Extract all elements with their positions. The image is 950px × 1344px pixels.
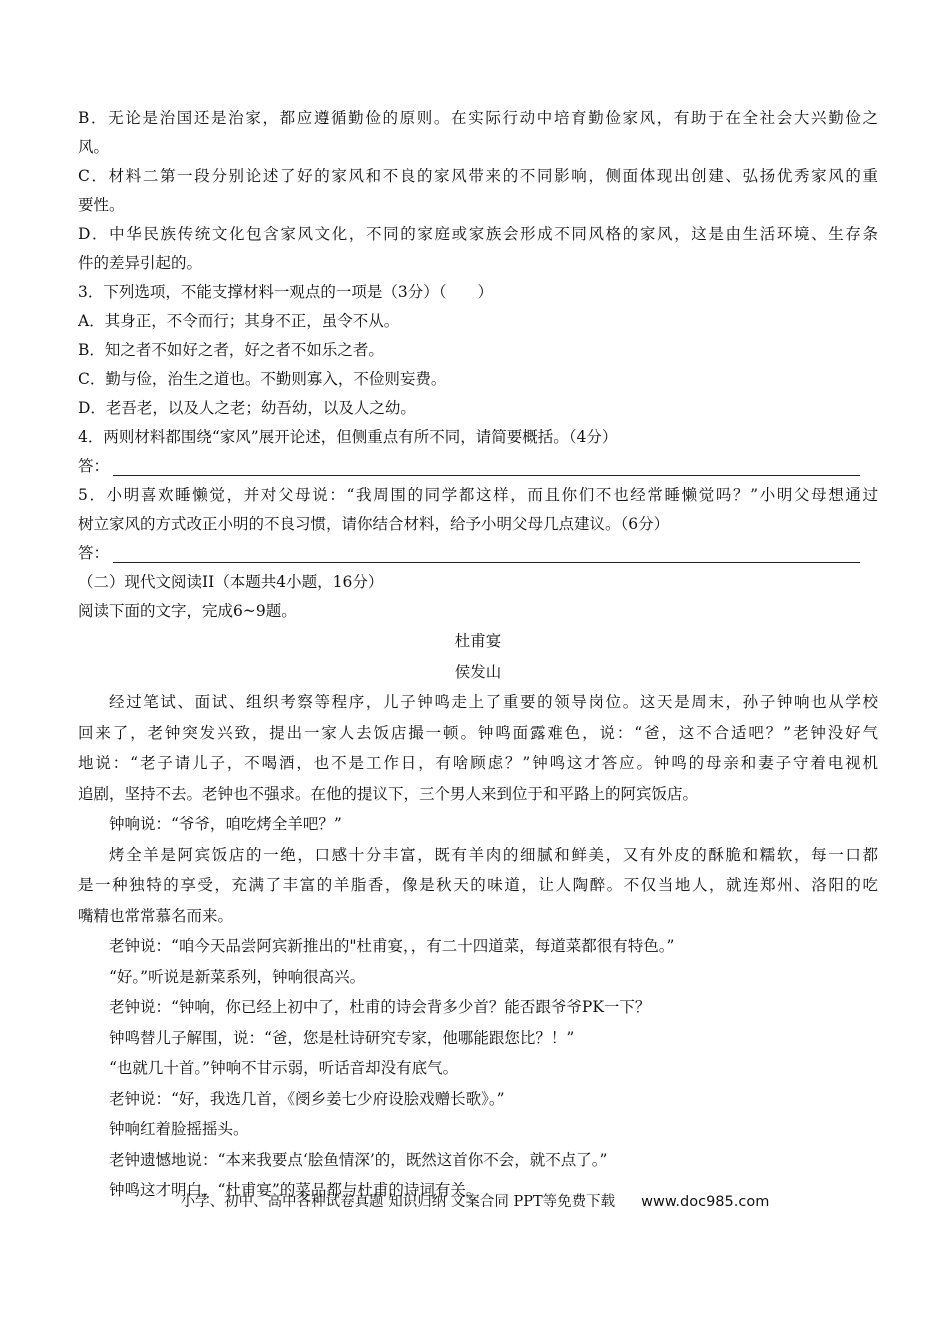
story-paragraph: 老钟说：“好，我选几首，《阌乡姜七少府设脍戏赠长歌》。” <box>109 1089 505 1108</box>
footer-text: 小学、初中、高中各种试卷真题 知识归纳 文案合同 PPT等免费下载 <box>180 1194 616 1210</box>
q2-option-c-line1: C．材料二第一段分别论述了好的家风和不良的家风带来的不同影响，侧面体现出创建、弘扬优秀家风的重 <box>78 167 878 185</box>
exam-page <box>78 104 878 1206</box>
q5-stem-line1: 5．小明喜欢睡懒觉，并对父母说：“我周围的同学都这样，而且你们不也经常睡懒觉吗？”小明父母想通过 <box>78 486 878 504</box>
q3-option-b: B．知之者不如好之者，好之者不如乐之者。 <box>78 341 384 359</box>
story-title: 杜甫宴 <box>454 632 502 650</box>
q2-option-d-line2: 件的差异引起的。 <box>78 254 203 272</box>
story-paragraph: 经过笔试、面试、组织考察等程序，儿子钟鸣走上了重要的领导岗位。这天是周末，孙子钟响也从学校 <box>109 693 878 711</box>
footer-url[interactable]: www.doc985.com <box>641 1194 770 1210</box>
story-paragraph: 烤全羊是阿宾饭店的一绝，口感十分丰富，既有羊肉的细腻和鲜美，又有外皮的酥脆和糯软，每一口都 <box>109 845 878 864</box>
q4-answer-rule[interactable] <box>113 457 860 476</box>
q3-stem: 3．下列选项，不能支撑材料一观点的一项是（3分）（ ） <box>78 283 493 301</box>
story-paragraph: 老钟说：“咱今天品尝阿宾新推出的"杜甫宴，，有二十四道菜，每道菜都很有特色。” <box>109 937 675 955</box>
story-paragraph: 钟鸣这才明白，“杜甫宴”的菜品都与杜甫的诗词有关。 <box>109 1181 482 1199</box>
q5-answer-label: 答： <box>78 544 110 562</box>
story-paragraph: 钟鸣替儿子解围，说：“爸，您是杜诗研究专家，他哪能跟您比？！” <box>109 1028 575 1047</box>
q2-option-c-line2: 要性。 <box>78 196 125 214</box>
story-author: 侯发山 <box>454 662 502 681</box>
story-paragraph: 钟响说：“爷爷，咱吃烤全羊吧？” <box>109 815 342 833</box>
story-paragraph: 地说：“老子请儿子，不喝酒，也不是工作日，有啥顾虑？”钟鸣这才答应。钟鸣的母亲和妻子守着电视机 <box>78 754 878 772</box>
q2-option-b-line2: 风。 <box>78 138 110 156</box>
story-paragraph: 钟响红着脸摇摇头。 <box>109 1120 249 1138</box>
story-paragraph: 是一种独特的享受，充满了丰富的羊脂香，像是秋天的味道，让人陶醉。不仅当地人，就连郑州、洛阳的吃 <box>78 876 878 894</box>
q5-stem-line2: 树立家风的方式改正小明的不良习惯，请你结合材料，给予小明父母几点建议。（6分） <box>78 515 670 533</box>
q4-stem: 4．两则材料都围绕“家风”展开论述，但侧重点有所不同，请简要概括。（4分） <box>78 428 618 446</box>
story-paragraph: 老钟遗憾地说：“本来我要点‘脍鱼情深’的，既然这首你不会，就不点了。” <box>109 1150 608 1169</box>
q2-option-d-line1: D．中华民族传统文化包含家风文化，不同的家庭或家族会形成不同风格的家风，这是由生活环境、生存条 <box>78 225 878 243</box>
section-heading: （二）现代文阅读II（本题共4小题，16分） <box>78 573 384 591</box>
q5-answer-rule[interactable] <box>113 544 860 563</box>
story-paragraph: 回来了，老钟突发兴致，提出一家人去饭店撮一顿。钟鸣面露难色，说：“爸，这不合适吧？”老钟没好气 <box>78 723 878 742</box>
q4-answer-line[interactable] <box>78 452 878 481</box>
page-footer <box>0 1190 950 1211</box>
q3-option-d: D．老吾老，以及人之老；幼吾幼，以及人之幼。 <box>78 399 416 417</box>
q3-option-c: C．勤与俭，治生之道也。不勤则寡入，不俭则妄费。 <box>78 370 447 388</box>
q3-option-a: A．其身正，不令而行；其身不正，虽令不从。 <box>78 312 400 330</box>
q4-answer-label: 答： <box>78 457 110 475</box>
story-paragraph: “也就几十首。”钟响不甘示弱，听话音却没有底气。 <box>109 1059 459 1077</box>
story-paragraph: 嘴精也常常慕名而来。 <box>78 906 234 925</box>
q2-option-b-line1: B．无论是治国还是治家，都应遵循勤俭的原则。在实际行动中培育勤俭家风，有助于在全社会大兴勤俭之 <box>78 109 878 127</box>
section-instruction: 阅读下面的文字，完成6~9题。 <box>78 602 297 620</box>
story-paragraph: 老钟说：“钟响，你已经上初中了，杜甫的诗会背多少首？能否跟爷爷PK一下？ <box>109 998 651 1016</box>
story <box>78 626 878 1206</box>
story-paragraph: 追剧，坚持不去。老钟也不强求。在他的提议下，三个男人来到位于和平路上的阿宾饭店。 <box>78 784 699 803</box>
q5-answer-line[interactable] <box>78 539 878 568</box>
story-paragraph: “好。”听说是新菜系列，钟响很高兴。 <box>109 967 366 986</box>
